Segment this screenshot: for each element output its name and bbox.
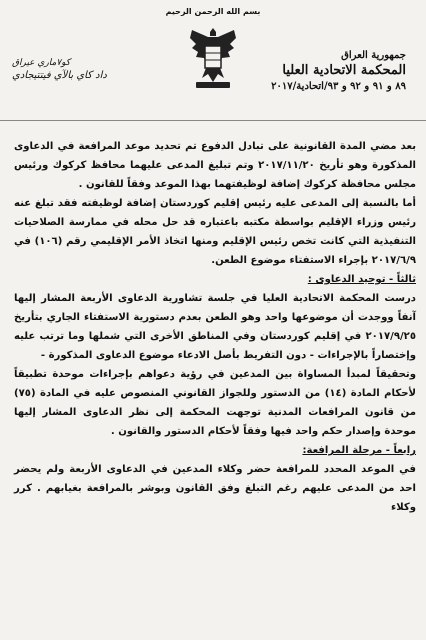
paragraph: درست المحكمة الاتحادية العليا في جلسة تشاورية الدعاوى الأربعة المشار إليها آنفاً ووجدت أن موضوعها واحد وهو الطعن بعدم دستورية الاستفتاء الجاري بتأريخ ٢٠١٧/٩/٢٥ في إقليم كوردستان وفي المناطق الأخرى التي شملها وما ترتب عليه وإختصاراً بالإجراءات - دون التفريط بأصل الادعاء موضوع الدعاوى المذكورة - [14, 293, 416, 361]
paragraph: بعد مضي المدة القانونية على تبادل الدفوع تم تحديد موعد المرافعة في الدعاوى المذكورة وهو تأريخ ٢٠١٧/١١/٢٠ وتم تبليغ المدعى عليهما محافظ كركوك ورئيس مجلس محافظة كركوك إضافة لوظيفتهما بهذا الموعد وفقاً للقانون . [14, 141, 416, 190]
header-left-line2: داد كاي بالآي فيتتيجادي [12, 70, 107, 81]
document-body [14, 137, 416, 517]
section-title-unification: ثالثاً - توحيد الدعاوى : [307, 274, 416, 285]
eagle-emblem-icon [188, 24, 238, 94]
case-number: ٨٩ و ٩١ و ٩٢ و ٩٣/اتحادية/٢٠١٧ [271, 81, 406, 92]
court-name: المحكمة الاتحادية العليا [282, 63, 406, 78]
header-left [12, 58, 107, 81]
section-title-pleading: رابعاً - مرحلة المرافعة: [302, 445, 416, 456]
header-left-line1: كو٧ماري عيراق [12, 58, 71, 68]
paragraph: أما بالنسبة إلى المدعى عليه رئيس إقليم كوردستان إضافة لوظيفته فقد تبلغ عنه رئيس وزراء الإقليم بواسطة مكتبه باعتباره قد حل محله في ممارسة الصلاحيات التنفيذية التي كانت تخص رئيس الإقليم ومنها اتخاذ الأمر الإقليمي رقم (١٠٦) في ٢٠١٧/٦/٩ بإجراء الاستفتاء موضوع الطعن. [14, 198, 417, 266]
basmala: بسم الله الرحمن الرحيم [165, 7, 261, 16]
country-name: جمهورية العراق [341, 50, 406, 61]
paragraph: وتحقيقاً لمبدأ المساواة بين المدعين في رؤية دعواهم بإجراءات موحدة تطبيقاً لأحكام المادة (١٤) من الدستور وللجواز القانوني المنصوص عليه في المادة (٧٥) من قانون المرافعات المدنية توجهت المحكمة إلى نظر الدعاوى المشار إليها موحدة وإصدار حكم واحد فيها وفقاً لأحكام الدستور والقانون . [14, 369, 417, 437]
header-divider [0, 120, 426, 121]
paragraph: في الموعد المحدد للمرافعة حضر وكلاء المدعين في الدعاوى الأربعة ولم يحضر احد من المدعى عليهم رغم التبلغ وفق القانون وبوشر بالمرافعة بغيابهم . كرر وكلاء [14, 464, 416, 513]
header-right [271, 50, 406, 92]
